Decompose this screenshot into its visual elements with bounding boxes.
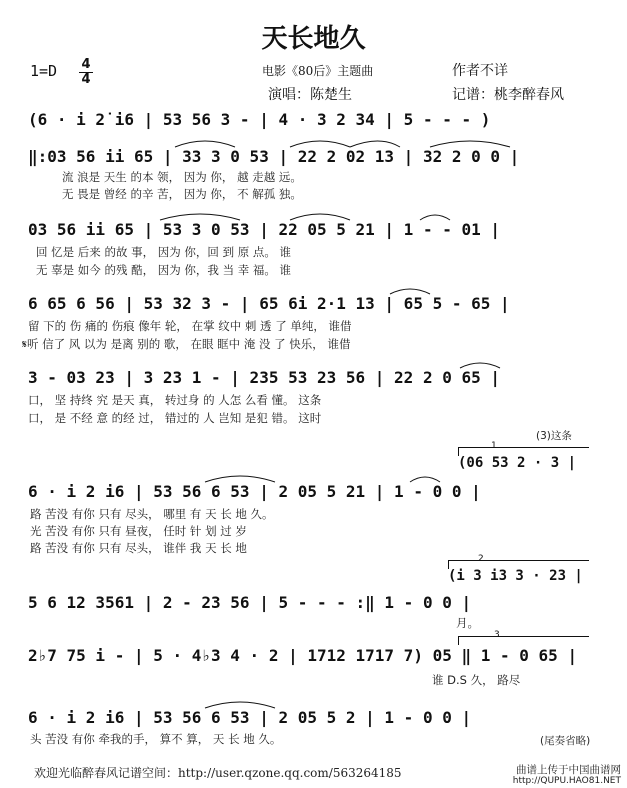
row-4-extra: (3)这条 (536, 430, 572, 442)
slur (410, 477, 440, 482)
row-1-notes: ‖:03 56 ii 65 | 33 3 0 53 | 22 2 02 13 | 32 2 0 0 | (28, 147, 520, 166)
row-6-notes: 5 6 12 3561 | 2 - 23 56 | 5 - - - :‖ 1 - 0 0 | (28, 593, 472, 612)
row-3-lyrics-2: 𝄋听 信了 风 以为 是离 别的 歌， 在眼 眶中 淹 没 了 快乐， 谁借 (22, 337, 351, 351)
slur (160, 214, 240, 220)
row-5-notes: 6 · i 2 i6 | 53 56 6 53 | 2 05 5 21 | 1 - 0 0 | (28, 482, 481, 501)
slur (175, 141, 235, 147)
row-0-notes: (6 · i 2̇ i6 | 53 56 3 - | 4 · 3 2 34 | 5 - - - ) (28, 110, 491, 129)
watermark-line-2: http://QUPU.HAO81.NET (512, 776, 621, 786)
volta-2-number: 2 (478, 554, 484, 564)
slur (460, 363, 500, 368)
row-5-lyrics-3: 路 苦没 有你 只有 尽头， 谁伴 我 天 长 地 (30, 541, 247, 555)
slur (205, 702, 275, 708)
row-1-lyrics-2: 无 畏是 曾经 的辛 苦， 因为 你， 不 解孤 独。 (62, 187, 302, 201)
volta-3-number: 3 (494, 630, 500, 640)
transcriber: 记谱：桃李醉春风 (452, 87, 564, 103)
row-4-lyrics-1: 口， 坚 持终 究 是天 真， 转过身 的 人怎 么看 懂。 这条 (28, 393, 322, 407)
row-5-lyrics-1: 路 苦没 有你 只有 尽头， 哪里 有 天 长 地 久。 (30, 507, 274, 521)
row-4-lyrics-2: 口， 是 不经 意 的经 过， 错过的 人 岂知 是犯 错。 这时 (28, 411, 322, 425)
row-2-notes: 03 56 ii 65 | 53 3 0 53 | 22 05 5 21 | 1 - - 01 | (28, 220, 501, 239)
singer: 演唱：陈楚生 (268, 87, 352, 103)
row-2-lyrics-1: 回 忆是 后来 的故 事， 因为 你，回 到 原 点。 谁 (36, 245, 292, 259)
slur (390, 289, 430, 294)
row-2-lyrics-2: 无 辜是 如今 的残 酷， 因为 你，我 当 幸 福。 谁 (36, 263, 292, 277)
row-3-notes: 6 65 6 56 | 53 32 3 - | 65 6i 2·1 13 | 65 5 - 65 | (28, 294, 510, 313)
key-signature: 1=D (30, 62, 58, 80)
slur (420, 215, 450, 220)
slur (205, 476, 275, 482)
volta-1-number: 1 (491, 441, 497, 451)
time-signature-top: 4 (81, 57, 91, 72)
slur (290, 214, 350, 220)
subtitle: 电影《80后》主题曲 (262, 64, 374, 78)
row-8-notes: 6 · i 2 i6 | 53 56 6 53 | 2 05 5 2 | 1 - 0 0 | (28, 708, 472, 727)
song-title: 天长地久 (261, 24, 366, 54)
watermark-line-1: 曲谱上传于中国曲谱网 (516, 764, 621, 776)
row-7-lyrics-1: 谁 D.S 久， 路尽 (432, 673, 521, 687)
row-8-lyrics-1: 头 苦没 有你 牵我的手， 算不 算， 天 长 地 久。 (30, 732, 282, 746)
time-signature-bottom: 4 (81, 72, 91, 87)
row-7-notes: 2♭7 75 i - | 5 · 4♭3 4 · 2 | 1712 1717 7) 05 ‖ 1 - 0 65 | (28, 646, 578, 665)
ending-note: (尾奏省略) (540, 735, 591, 747)
slur (430, 141, 510, 147)
footer-link-text: 欢迎光临醉春风记谱空间：http://user.qzone.qq.com/563264185 (34, 766, 402, 780)
row-5-lyrics-2: 光 苦没 有你 只有 昼夜， 任时 针 划 过 岁 (30, 524, 247, 538)
volta-2-notes: (i 3 i3 3 · 23 | (448, 568, 583, 584)
slur (290, 141, 350, 147)
row-4-notes: 3 - 03 23 | 3 23 1 - | 235 53 23 56 | 22 2 0 65 | (28, 368, 501, 387)
row-1-lyrics-1: 流 浪是 天生 的本 领， 因为 你， 越 走越 远。 (62, 170, 302, 184)
composer: 作者不详 (452, 63, 508, 79)
row-3-lyrics-1: 留 下的 伤 痛的 伤痕 像年 轮， 在掌 纹中 刺 透 了 单纯， 谁借 (28, 319, 352, 333)
volta-1-notes: (06 53 2 · 3 | (458, 455, 577, 471)
slur (350, 141, 400, 147)
row-6-lyrics-1: 月。 (456, 616, 479, 630)
